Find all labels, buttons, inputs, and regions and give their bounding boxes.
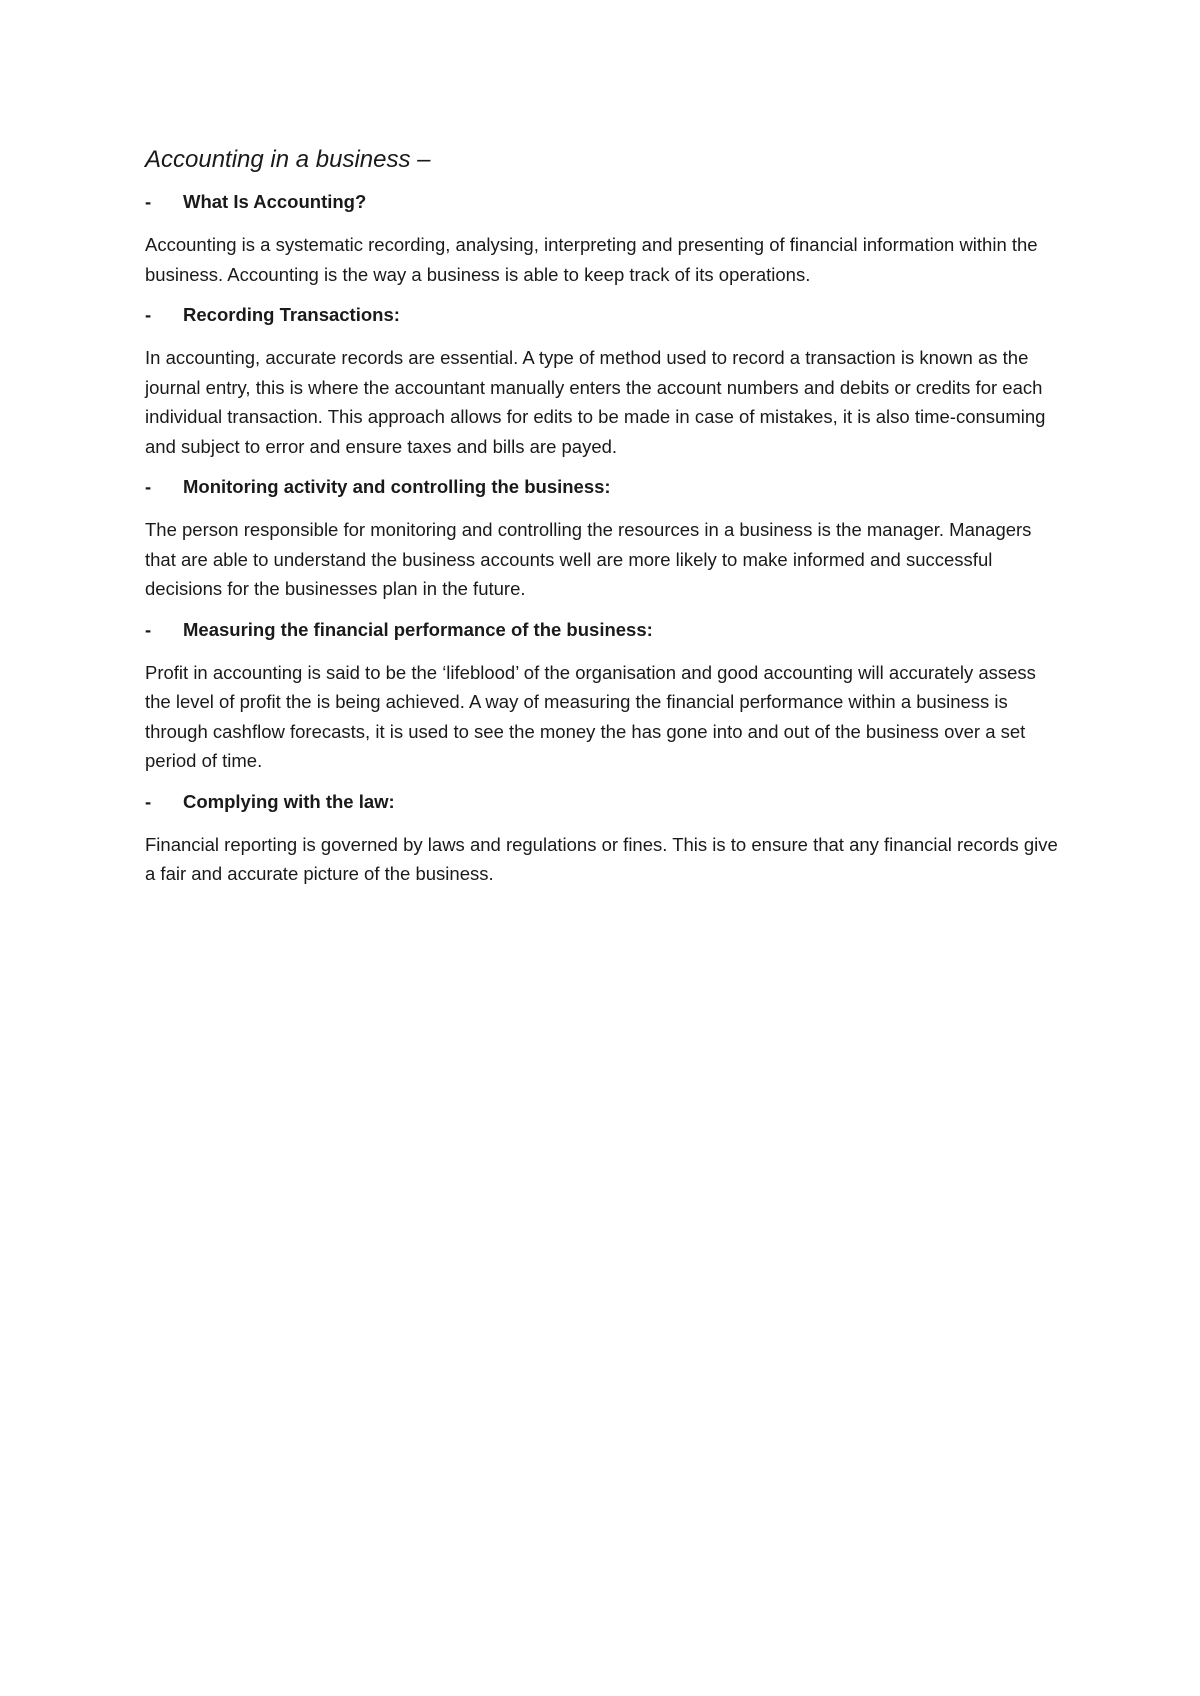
section-body: The person responsible for monitoring and controlling the resources in a business is the manager. Managers that are able to understand the business accounts well are more likely to make informed and successful decisions for the businesses plan in the future. xyxy=(145,519,1032,599)
section-complying-with-law xyxy=(145,788,1065,889)
section-heading-text: Recording Transactions: xyxy=(183,304,400,325)
section-measuring-performance xyxy=(145,616,1065,776)
bullet-dash: - xyxy=(145,191,152,212)
section-recording-transactions xyxy=(145,301,1065,461)
section-heading-text: What Is Accounting? xyxy=(183,191,367,212)
bullet-dash: - xyxy=(145,618,152,640)
section-heading xyxy=(145,301,1065,329)
section-heading xyxy=(145,616,1065,644)
document-content xyxy=(145,144,1065,901)
section-what-is-accounting xyxy=(145,188,1065,289)
bullet-dash: - xyxy=(145,476,152,497)
section-heading xyxy=(145,188,1065,216)
section-body: Profit in accounting is said to be the ‘lifeblood’ of the organisation and good accounting will accurately assess the level of profit the is being achieved. A way of measuring the financial performance within a business is through cashflow forecasts, it is used to see the money the has gone into and out of the business over a set period of time. xyxy=(145,661,1036,771)
section-monitoring-activity xyxy=(145,473,1065,604)
section-heading-text: Measuring the financial performance of the business: xyxy=(183,618,653,640)
section-body: Accounting is a systematic recording, analysing, interpreting and presenting of financial information within the business. Accounting is the way a business is able to keep track of its operations. xyxy=(145,234,1038,285)
bullet-dash: - xyxy=(145,304,152,325)
section-body: In accounting, accurate records are essential. A type of method used to record a transaction is known as the journal entry, this is where the accountant manually enters the account numbers and debits or credits for each individual transaction. This approach allows for edits to be made in case of mistakes, it is also time-consuming and subject to error and ensure taxes and bills are payed. xyxy=(145,347,1046,457)
bullet-dash: - xyxy=(145,790,152,812)
section-heading xyxy=(145,788,1065,816)
document-title: Accounting in a business – xyxy=(145,146,431,173)
section-heading xyxy=(145,473,1065,501)
section-body: Financial reporting is governed by laws and regulations or fines. This is to ensure that any financial records give a fair and accurate picture of the business. xyxy=(145,833,1058,884)
section-heading-text: Monitoring activity and controlling the business: xyxy=(183,476,611,497)
section-heading-text: Complying with the law: xyxy=(183,790,395,812)
